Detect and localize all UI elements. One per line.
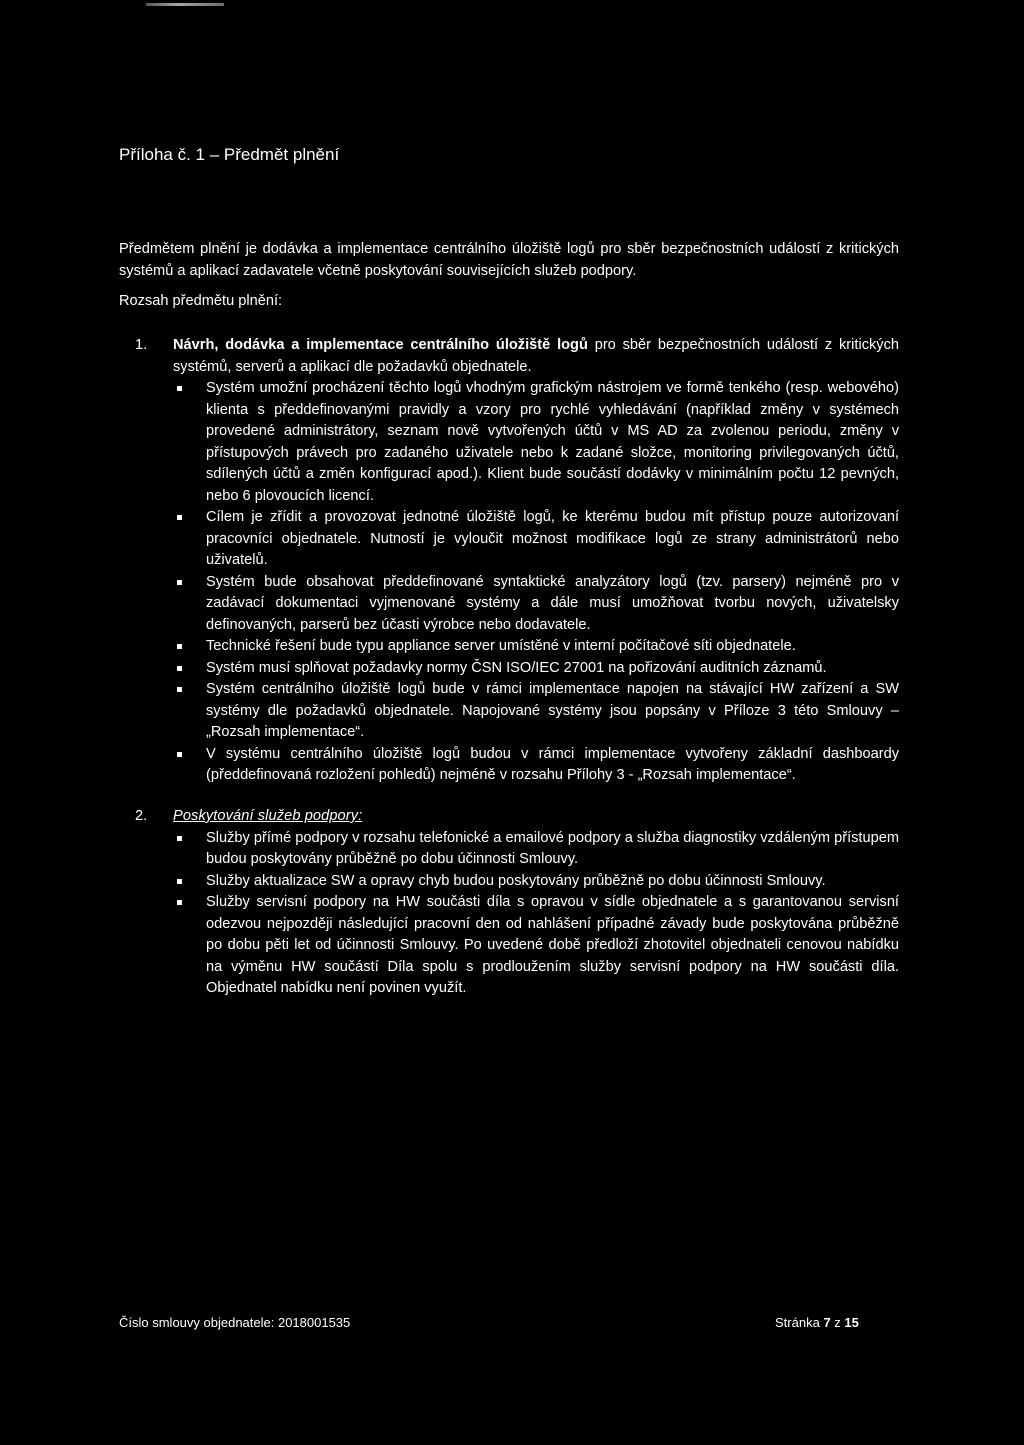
bullet-icon <box>177 836 182 841</box>
section-heading <box>119 335 899 378</box>
list-item <box>119 636 899 658</box>
footer-page-number <box>775 1314 859 1332</box>
page-separator: z <box>834 1315 841 1330</box>
bullet-list <box>119 378 899 787</box>
list-item-text: Služby servisní podpory na HW součásti díla s opravou v sídle objednatele a s garantovanou servisní odezvou nejpozději následující pracovní den od nahlášení případné závady bude poskytována průběžně po dobu pěti let od účinnosti Smlouvy. Po uvedené době předloží zhotovitel objednateli cenovou nabídku na výměnu HW součástí Díla spolu s prodloužením služby servisní podpory na HW součásti díla. Objednatel nabídku není povinen využít. <box>206 894 899 996</box>
list-item <box>119 892 899 1000</box>
list-item-text: Cílem je zřídit a provozovat jednotné úložiště logů, ke kterému budou mít přístup pouze autorizovaní pracovníci objednatele. Nutností je vyloučit možnost modifikace logů ze strany administrátorů nebo uživatelů. <box>206 509 899 568</box>
section-number: 1. <box>135 337 148 353</box>
scan-artifact-line <box>146 3 224 6</box>
section-design-delivery <box>119 335 899 787</box>
bullet-icon <box>177 386 182 391</box>
list-item <box>119 744 899 787</box>
list-item-text: Služby přímé podpory v rozsahu telefonické a emailové podpory a služba diagnostiky vzdáleným přístupem budou poskytovány průběžně po dobu účinnosti Smlouvy. <box>206 829 899 867</box>
bullet-icon <box>177 666 182 671</box>
section-number: 2. <box>135 808 148 824</box>
bullet-icon <box>177 515 182 520</box>
list-item-text: Technické řešení bude typu appliance server umístěné v interní počítačové síti objednatele. <box>206 638 796 654</box>
list-item <box>119 507 899 572</box>
list-item-text: Systém bude obsahovat předdefinované syntaktické analyzátory logů (tzv. parsery) nejméně pro v zadávací dokumentaci vyjmenované systémy a dále musí umožňovat tvorbu nových, uživatelsky definovaných, parserů bez účasti výrobce nebo dodavatele. <box>206 573 899 633</box>
bullet-icon <box>177 687 182 692</box>
bullet-icon <box>177 900 182 905</box>
section-heading-text <box>173 335 899 378</box>
page-current: 7 <box>823 1315 831 1330</box>
bullet-icon <box>177 644 182 649</box>
section-heading-text: Poskytování služeb podpory: <box>173 808 363 824</box>
list-item-text: V systému centrálního úložiště logů budou v rámci implementace vytvořeny základní dashboardy (předdefinovaná rozložení pohledů) nejméně v rozsahu Přílohy 3 - „Rozsah implementace“. <box>206 745 899 783</box>
list-item <box>119 679 899 744</box>
list-item <box>119 658 899 680</box>
intro-paragraph: Předmětem plnění je dodávka a implementace centrálního úložiště logů pro sběr bezpečnostních událostí z kritických systémů a aplikací zadavatele včetně poskytování souvisejících služeb podpory. <box>119 241 899 279</box>
list-item <box>119 828 899 871</box>
footer-contract-number: Číslo smlouvy objednatele: 2018001535 <box>119 1315 351 1330</box>
list-item-text: Systém umožní procházení těchto logů vhodným grafickým nástrojem ve formě tenkého (resp. webového) klienta s předdefinovanými pravidly a vzory pro rychlé vyhledávání (například změny v systémech provedené administrátory, seznam nově vytvořených účtů v MS AD za zvolenou periodu, změny v přístupových právech pro zadaného uživatele nebo k zadané složce, monitoring privilegovaných účtů, sdílených účtů a změn konfigurací apod.). Klient bude součástí dodávky v minimálním počtu 12 pevných, nebo 6 plovoucích licencí. <box>206 380 899 504</box>
list-item <box>119 378 899 507</box>
page-title: Příloha č. 1 – Předmět plnění <box>119 145 340 164</box>
section-heading <box>119 806 899 828</box>
bullet-icon <box>177 580 182 585</box>
list-item <box>119 572 899 637</box>
list-item-text: Služby aktualizace SW a opravy chyb budou poskytovány průběžně po dobu účinnosti Smlouvy. <box>206 872 826 889</box>
scope-heading: Rozsah předmětu plnění: <box>119 293 283 309</box>
bullet-list <box>119 828 899 1000</box>
page-total: 15 <box>844 1315 859 1330</box>
list-item-text: Systém musí splňovat požadavky normy ČSN ISO/IEC 27001 na pořizování auditních záznamů. <box>206 659 827 676</box>
section-heading-rest: pro sběr bezpečnostních událostí z kritických systémů, serverů a aplikací dle požadavků objednatele. <box>173 337 900 375</box>
section-support-services <box>119 806 899 1000</box>
bullet-icon <box>177 752 182 757</box>
bullet-icon <box>177 879 182 884</box>
list-item <box>119 871 899 893</box>
page-label: Stránka <box>775 1315 820 1330</box>
section-heading-bold: Návrh, dodávka a implementace centrálního úložiště logů <box>173 337 588 353</box>
list-item-text: Systém centrálního úložiště logů bude v rámci implementace napojen na stávající HW zařízení a SW systémy dle požadavků objednatele. Napojované systémy jsou popsány v Příloze 3 této Smlouvy – „Rozsah implementace“. <box>206 681 899 740</box>
